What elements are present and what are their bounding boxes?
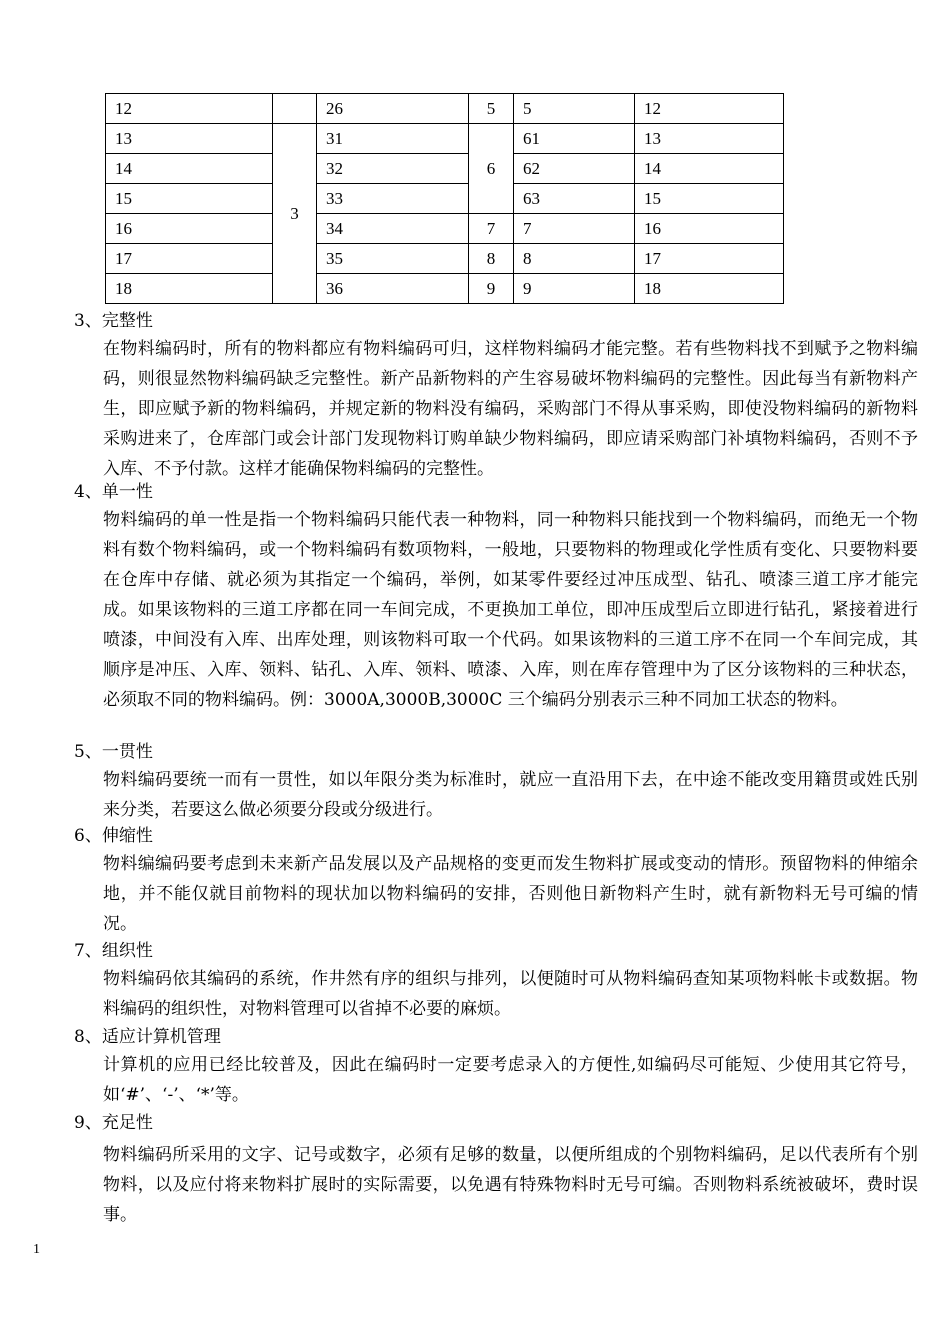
table-cell: 61 [514, 124, 635, 154]
section-paragraph-extensibility: 物料编编码要考虑到未来新产品发展以及产品规格的变更而发生物料扩展或变动的情形。预留物料的伸缩余地，并不能仅就目前物料的现状加以物料编码的安排，否则他日新物料产生时，就有新物料无号可编的情况。 [103, 854, 918, 934]
section-heading-extensibility: 6、伸缩性 [74, 826, 153, 846]
table-cell: 34 [317, 214, 469, 244]
section-heading-computer-management: 8、适应计算机管理 [74, 1027, 221, 1047]
table-cell: 5 [469, 94, 514, 124]
table-cell: 36 [317, 274, 469, 304]
table-cell: 9 [469, 274, 514, 304]
table-cell: 33 [317, 184, 469, 214]
table-cell: 18 [635, 274, 784, 304]
table-row [106, 94, 784, 124]
table-row [106, 214, 784, 244]
table-cell: 14 [106, 154, 273, 184]
section-heading-consistency: 5、一贯性 [74, 742, 153, 762]
table-cell: 32 [317, 154, 469, 184]
table-cell [273, 94, 317, 124]
table-cell: 17 [635, 244, 784, 274]
section-heading-uniqueness: 4、单一性 [74, 482, 153, 502]
table-cell: 16 [635, 214, 784, 244]
section-paragraph-completeness: 在物料编码时，所有的物料都应有物料编码可归，这样物料编码才能完整。若有些物料找不到赋予之物料编码，则很显然物料编码缺乏完整性。新产品新物料的产生容易破坏物料编码的完整性。因此每当有新物料产生，即应赋予新的物料编码，并规定新的物料没有编码，采购部门不得从事采购，即使没物料编码的新物料采购进来了，仓库部门或会计部门发现物料订购单缺少物料编码，即应请采购部门补填物料编码，否则不予入库、不予付款。这样才能确保物料编码的完整性。 [103, 339, 918, 479]
table-cell: 8 [469, 244, 514, 274]
table-row [106, 184, 784, 214]
table-cell: 8 [514, 244, 635, 274]
table-cell: 16 [106, 214, 273, 244]
table-cell: 7 [469, 214, 514, 244]
table-cell: 18 [106, 274, 273, 304]
table-row [106, 154, 784, 184]
table-cell: 15 [635, 184, 784, 214]
table-cell: 31 [317, 124, 469, 154]
table-cell: 13 [635, 124, 784, 154]
section-heading-sufficiency: 9、充足性 [74, 1113, 153, 1133]
section-heading-completeness: 3、完整性 [74, 311, 153, 331]
table-cell: 9 [514, 274, 635, 304]
table-cell: 7 [514, 214, 635, 244]
section-heading-organization: 7、组织性 [74, 941, 153, 961]
table-cell: 63 [514, 184, 635, 214]
section-paragraph-sufficiency: 物料编码所采用的文字、记号或数字，必须有足够的数量，以便所组成的个别物料编码，足以代表所有个别物料，以及应付将来物料扩展时的实际需要，以免遇有特殊物料时无号可编。否则物料系统被破坏，费时误事。 [103, 1145, 918, 1225]
table-cell: 15 [106, 184, 273, 214]
table-cell: 62 [514, 154, 635, 184]
table-cell: 26 [317, 94, 469, 124]
table-row [106, 124, 784, 154]
material-code-table [105, 93, 784, 304]
table-cell: 5 [514, 94, 635, 124]
table-cell: 12 [635, 94, 784, 124]
page-number: 1 [33, 1242, 40, 1257]
table-row [106, 244, 784, 274]
table-cell: 12 [106, 94, 273, 124]
table-cell: 35 [317, 244, 469, 274]
table-cell: 17 [106, 244, 273, 274]
table-cell-merged: 3 [273, 124, 317, 304]
table-row [106, 274, 784, 304]
table-cell: 14 [635, 154, 784, 184]
table-cell-merged: 6 [469, 124, 514, 214]
section-paragraph-computer-management: 计算机的应用已经比较普及，因此在编码时一定要考虑录入的方便性,如编码尽可能短、少使用其它符号，如‘#’、‘-’、‘*’等。 [103, 1055, 918, 1105]
section-paragraph-organization: 物料编码依其编码的系统，作井然有序的组织与排列，以便随时可从物料编码查知某项物料帐卡或数据。物料编码的组织性，对物料管理可以省掉不必要的麻烦。 [103, 969, 918, 1019]
section-paragraph-consistency: 物料编码要统一而有一贯性，如以年限分类为标准时，就应一直沿用下去，在中途不能改变用籍贯或姓氏别来分类，若要这么做必须要分段或分级进行。 [103, 770, 918, 820]
table-cell: 13 [106, 124, 273, 154]
section-paragraph-uniqueness: 物料编码的单一性是指一个物料编码只能代表一种物料，同一种物料只能找到一个物料编码，而绝无一个物料有数个物料编码，或一个物料编码有数项物料，一般地，只要物料的物理或化学性质有变化、只要物料要在仓库中存储、就必须为其指定一个编码，举例，如某零件要经过冲压成型、钻孔、喷漆三道工序才能完成。如果该物料的三道工序都在同一车间完成，不更换加工单位，即冲压成型后立即进行钻孔，紧接着进行喷漆，中间没有入库、出库处理，则该物料可取一个代码。如果该物料的三道工序不在同一个车间完成，其顺序是冲压、入库、领料、钻孔、入库、领料、喷漆、入库，则在库存管理中为了区分该物料的三种状态，必须取不同的物料编码。例：3000A,3000B,3000C 三个编码分别表示三种不同加工状态的物料。 [103, 510, 918, 710]
